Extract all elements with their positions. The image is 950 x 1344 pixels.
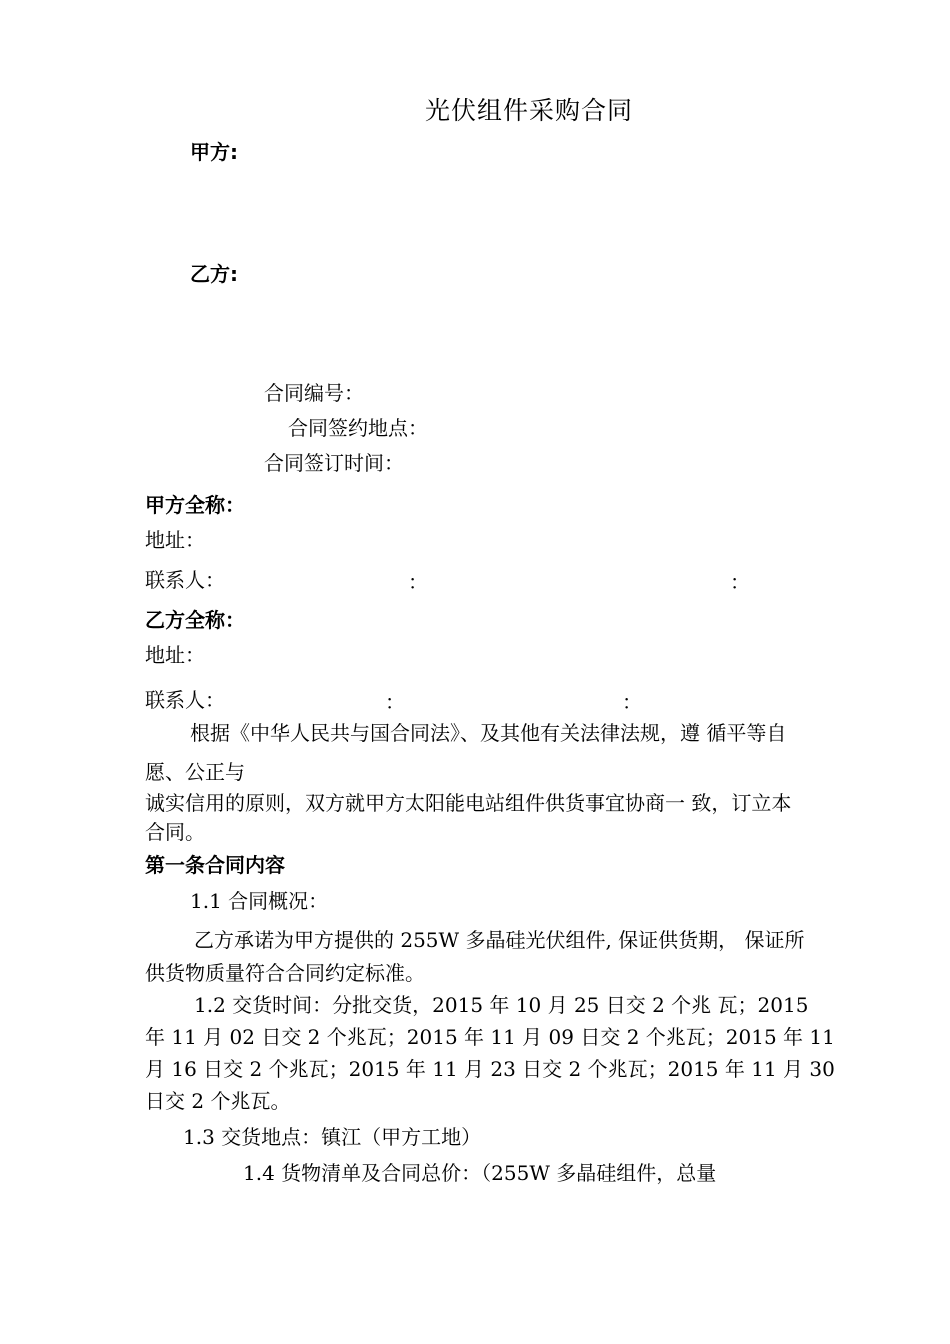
section-1-1-heading: 1.1 合同概况： xyxy=(190,889,329,913)
intro-paragraph-line: 愿、公正与 xyxy=(145,760,245,784)
party-a-colon: ： xyxy=(408,570,428,594)
section-1-1-body-line: 乙方承诺为甲方提供的 255W 多晶硅光伏组件, 保证供货期， 保证所 xyxy=(194,928,805,952)
section-1-4-line: 1.4 货物清单及合同总价：（255W 多晶硅组件，总量 xyxy=(243,1161,717,1185)
section-1-3-line: 1.3 交货地点：镇江（甲方工地） xyxy=(183,1125,482,1149)
party-b-colon: ： xyxy=(622,690,642,714)
section-1-1-body-line: 供货物质量符合合同约定标准。 xyxy=(145,961,425,985)
party-b-contact-label: 联系人： xyxy=(145,688,225,712)
party-a-colon: ： xyxy=(730,570,750,594)
document-title: 光伏组件采购合同 xyxy=(425,96,634,125)
party-b-colon: ： xyxy=(385,690,405,714)
intro-paragraph-line: 根据《中华人民共与国合同法》、及其他有关法律法规，遵 循平等自 xyxy=(190,721,787,745)
section-1-2-line: 年 11 月 02 日交 2 个兆瓦；2015 年 11 月 09 日交 2 个兆瓦；2015 年 11 xyxy=(145,1025,835,1049)
party-b-label: 乙方: xyxy=(190,262,238,286)
intro-paragraph-line: 合同。 xyxy=(145,820,205,844)
party-b-fullname-label: 乙方全称： xyxy=(145,608,245,632)
sign-place-label: 合同签约地点： xyxy=(288,416,428,440)
party-a-label: 甲方: xyxy=(190,140,238,164)
party-b-address-label: 地址： xyxy=(145,643,205,667)
party-a-contact-label: 联系人： xyxy=(145,568,225,592)
contract-number-label: 合同编号： xyxy=(264,381,364,405)
intro-paragraph-line: 诚实信用的原则，双方就甲方太阳能电站组件供货事宜协商一 致，订立本 xyxy=(145,791,792,815)
article-1-heading: 第一条合同内容 xyxy=(145,853,285,877)
section-1-2-line: 1.2 交货时间：分批交货，2015 年 10 月 25 日交 2 个兆 瓦；2015 xyxy=(194,993,809,1017)
section-1-2-line: 日交 2 个兆瓦。 xyxy=(145,1089,291,1113)
sign-time-label: 合同签订时间： xyxy=(264,451,404,475)
party-a-address-label: 地址： xyxy=(145,528,205,552)
party-a-fullname-label: 甲方全称： xyxy=(145,493,245,517)
section-1-2-line: 月 16 日交 2 个兆瓦；2015 年 11 月 23 日交 2 个兆瓦；2015 年 11 月 30 xyxy=(145,1057,835,1081)
